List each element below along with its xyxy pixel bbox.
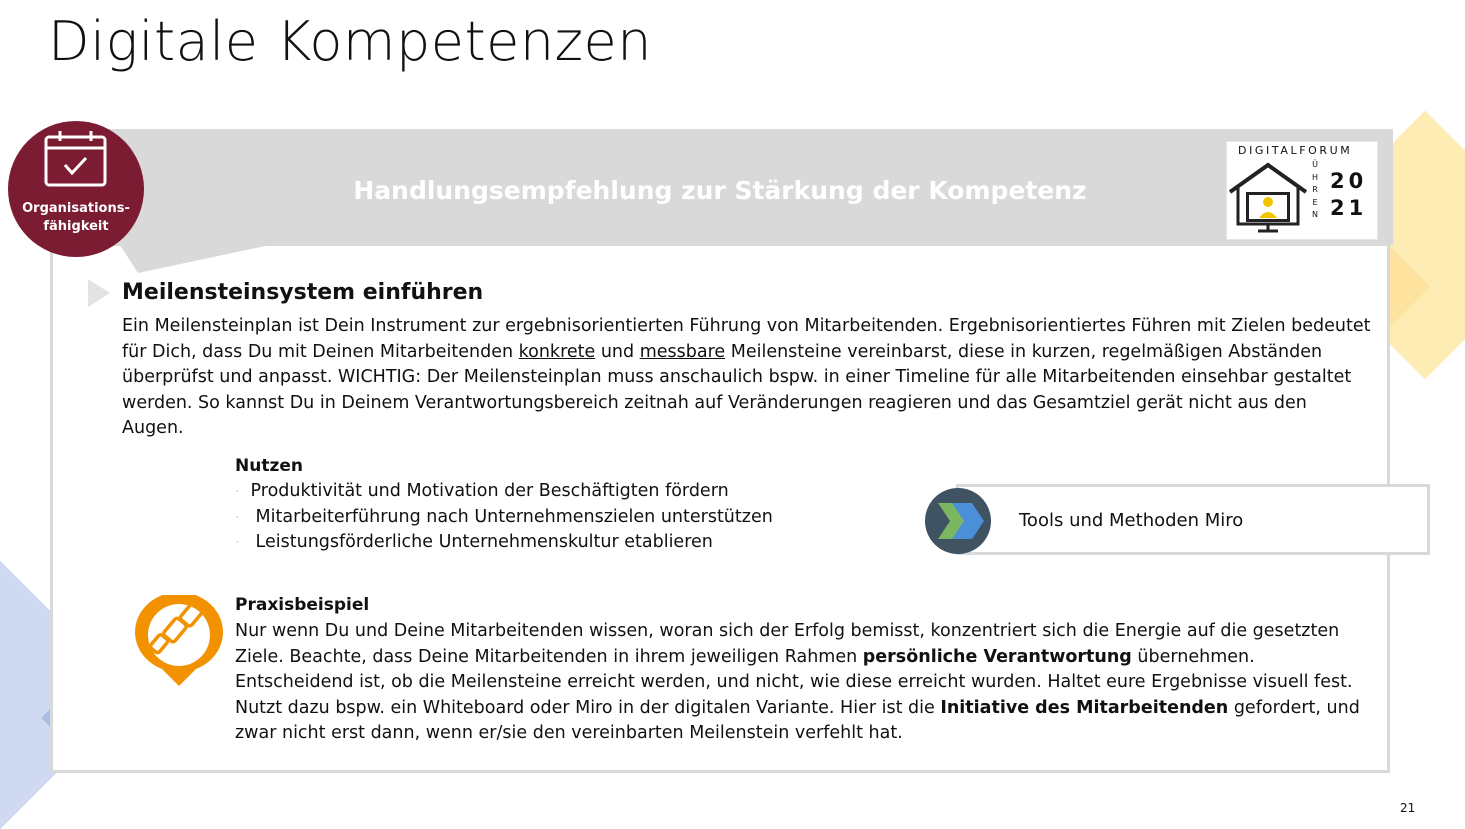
section-paragraph — [122, 314, 1372, 442]
logo-vertical-text — [1310, 159, 1320, 222]
benefit-text: Produktivität und Motivation der Beschäftigten fördern — [250, 481, 729, 501]
logo-letter: E — [1312, 197, 1318, 207]
benefit-item: · Leistungsförderliche Unternehmenskultur etablieren — [236, 532, 713, 552]
practice-bold: Initiative des Mitarbeitenden — [940, 697, 1229, 718]
banner-heading: Handlungsempfehlung zur Stärkung der Kompetenz — [353, 176, 1087, 205]
benefit-item: · Mitarbeiterführung nach Unternehmenszielen unterstützen — [236, 507, 773, 527]
category-label-line-2: fähigkeit — [43, 219, 109, 234]
underlined-word: messbare — [639, 341, 726, 362]
practice-text: Nur wenn Du und Deine Mitarbeitenden wissen, woran sich der Erfolg bemisst, konzentriert sich die Energie auf die gesetzten Ziele. Beachte, dass Deine Mitarbeitenden in ihrem jeweiligen Rahmen — [235, 621, 1340, 667]
practice-heading: Praxisbeispiel — [235, 595, 370, 615]
logo-letter: Ü — [1312, 160, 1318, 169]
practice-text: übernehmen. Entscheidend ist, ob die Meilensteine erreicht werden, und nicht, wie diese erreicht wurden. Haltet eure Ergebnisse visuell fest. Nutzt dazu bspw. ein Whiteboard oder Miro in der digitalen Variante. Hier ist die — [235, 646, 1353, 718]
para-text: Ein Meilensteinplan ist Dein Instrument zur ergebnisorientierten Führung von Mitarbeitenden. Ergebnisorientiertes Führen mit Zielen bedeutet für Dich, dass Du mit Deinen Mitarbeitenden — [122, 316, 1371, 362]
calendar-check-icon — [43, 130, 109, 190]
house-monitor-person-icon — [1228, 162, 1310, 236]
benefit-item: · Produktivität und Motivation der Beschäftigten fördern — [236, 481, 729, 501]
para-text: und — [595, 341, 640, 362]
benefits-heading: Nutzen — [235, 456, 303, 476]
chevron-arrows-icon[interactable] — [924, 487, 992, 555]
logo-letter: H — [1311, 172, 1318, 182]
benefit-text: Mitarbeiterführung nach Unternehmenszielen unterstützen — [255, 507, 773, 527]
underlined-word: konkrete — [518, 341, 596, 362]
logo-year-bottom: 21 — [1330, 196, 1368, 220]
practice-paragraph — [235, 619, 1375, 747]
logo-letter: R — [1312, 185, 1318, 194]
benefit-text: Leistungsförderliche Unternehmenskultur etablieren — [255, 532, 713, 552]
tools-label[interactable]: Tools und Methoden Miro — [1019, 510, 1244, 531]
slide-title: Digitale Kompetenzen — [48, 10, 652, 73]
telescope-pin-icon — [132, 595, 226, 687]
logo-letter: N — [1312, 210, 1318, 219]
practice-text: gefordert, und zwar nicht erst dann, wenn er/sie den vereinbarten Meilenstein verfehlt hat. — [235, 697, 1360, 743]
logo-top-text: DIGITALFORUM — [1238, 144, 1353, 157]
section-heading: Meilensteinsystem einführen — [122, 280, 484, 305]
category-label-line-1: Organisations- — [22, 201, 130, 216]
page-number: 21 — [1400, 801, 1416, 815]
category-label — [8, 200, 144, 236]
logo-year-top: 20 — [1330, 169, 1368, 193]
practice-bold: persönliche Verantwortung — [862, 646, 1132, 667]
triangle-bullet-icon — [88, 279, 110, 307]
para-text: Meilensteine vereinbarst, diese in kurzen, regelmäßigen Abständen überprüfst und anpasst. WICHTIG: Der Meilensteinplan muss anschaulich bspw. in einer Timeline für alle Mitarbeitenden einsehbar gestaltet werden. So kannst Du in Deinem Verantwortungsbereich zeitnah auf Veränderungen reagieren und das Gesamtziel gerät nicht aus den Augen. — [122, 341, 1352, 438]
